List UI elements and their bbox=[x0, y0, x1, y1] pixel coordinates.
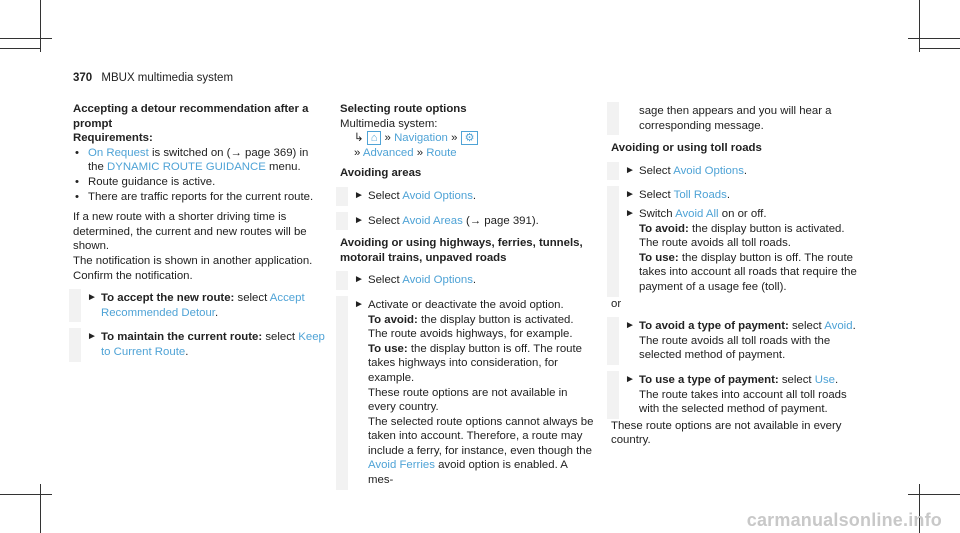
instruction-step: ► Select Toll Roads. bbox=[607, 186, 866, 205]
column-1 bbox=[73, 102, 325, 362]
crop-mark bbox=[0, 38, 52, 39]
list-item: • There are traffic reports for the current route. bbox=[73, 190, 325, 205]
avoid-ferries-link[interactable]: Avoid Ferries bbox=[368, 459, 435, 472]
step-arrow-icon: ► bbox=[354, 298, 364, 310]
instruction-step: ► Select Avoid Areas (→ page 391). bbox=[336, 212, 595, 231]
crop-mark bbox=[40, 0, 41, 52]
avoid-options-link[interactable]: Avoid Options bbox=[402, 189, 473, 202]
use-link[interactable]: Use bbox=[814, 373, 836, 386]
step-arrow-icon: ► bbox=[625, 189, 635, 201]
avoid-all-link[interactable]: Avoid All bbox=[675, 207, 719, 220]
step-arrow-icon: ► bbox=[354, 274, 364, 286]
section-heading: Selecting route options bbox=[340, 103, 467, 115]
advanced-link[interactable]: Advanced bbox=[362, 146, 414, 159]
navigation-link[interactable]: Navigation bbox=[394, 132, 448, 145]
step-arrow-icon: ► bbox=[354, 189, 364, 201]
route-link[interactable]: Route bbox=[426, 146, 457, 159]
requirements-label: Requirements: bbox=[73, 132, 153, 145]
path-arrow-icon: ↳ bbox=[354, 132, 364, 145]
step-arrow-icon: ► bbox=[625, 207, 635, 219]
path-chevron-icon: » bbox=[451, 132, 458, 145]
subheading: Avoiding or using toll roads bbox=[611, 142, 762, 155]
path-chevron-icon: » bbox=[354, 146, 361, 159]
avoid-link[interactable]: Avoid bbox=[824, 320, 853, 333]
crop-mark bbox=[0, 494, 52, 495]
instruction-step: ► To accept the new route: select Accept Recommended Detour. bbox=[69, 289, 325, 322]
page-title: MBUX multimedia system bbox=[101, 72, 234, 84]
accept-detour-link[interactable]: Accept Recommended Detour bbox=[101, 292, 305, 319]
menu-path bbox=[340, 146, 595, 161]
crop-mark bbox=[40, 484, 41, 533]
keep-route-link[interactable]: Keep to Current Route bbox=[101, 331, 325, 358]
crop-mark bbox=[908, 494, 960, 495]
column-2 bbox=[340, 102, 595, 490]
page-header bbox=[73, 72, 233, 84]
section-heading: Accepting a detour recommendation after a prompt bbox=[73, 103, 309, 130]
instruction-step: ► Select Avoid Options. bbox=[336, 187, 595, 206]
instruction-step: ► To maintain the current route: select Keep to Current Route. bbox=[69, 328, 325, 361]
avoid-options-link[interactable]: Avoid Options bbox=[673, 164, 744, 177]
home-icon[interactable]: ⌂ bbox=[367, 131, 382, 145]
multimedia-label: Multimedia system: bbox=[340, 117, 438, 130]
crop-mark bbox=[920, 48, 960, 49]
watermark: carmanualsonline.info bbox=[746, 510, 942, 530]
requirements-list bbox=[73, 146, 325, 204]
path-chevron-icon: » bbox=[384, 132, 391, 145]
paragraph: If a new route with a shorter driving time is determined, the current and new routes will be shown. bbox=[73, 211, 307, 253]
crop-mark bbox=[908, 38, 960, 39]
step-arrow-icon: ► bbox=[87, 292, 97, 304]
step-arrow-icon: ► bbox=[87, 331, 97, 343]
instruction-step: ► Select Avoid Options. bbox=[336, 271, 595, 290]
crop-mark bbox=[919, 0, 920, 52]
dynamic-route-guidance-link[interactable]: DYNAMIC ROUTE GUIDANCE bbox=[107, 161, 266, 174]
step-arrow-icon: ► bbox=[625, 373, 635, 385]
instruction-step: ► To avoid a type of payment: select Avoid. The route avoids all toll roads with the selected method of payment. bbox=[607, 317, 866, 365]
crop-mark bbox=[0, 48, 40, 49]
on-request-link[interactable]: On Request bbox=[88, 146, 149, 159]
or-label: or bbox=[611, 297, 622, 310]
instruction-step: ► Select Avoid Options. bbox=[607, 162, 866, 181]
subheading: Avoiding areas bbox=[340, 167, 422, 180]
settings-icon[interactable]: ⚙ bbox=[461, 131, 479, 145]
page-number: 370 bbox=[73, 72, 93, 84]
path-chevron-icon: » bbox=[416, 146, 424, 159]
instruction-step: ► Switch Avoid All on or off. To avoid: the display button is activated. The route avoids all toll roads. To use: the display button is off. The route takes into account all roads that require the payment of a usage fee (toll). bbox=[607, 205, 866, 297]
step-arrow-icon: ► bbox=[625, 164, 635, 176]
column-3 bbox=[611, 102, 866, 448]
paragraph: The notification is shown in another application. Confirm the notification. bbox=[73, 254, 313, 282]
avoid-options-link[interactable]: Avoid Options bbox=[402, 274, 473, 287]
step-arrow-icon: ► bbox=[625, 320, 635, 332]
instruction-step: ► Activate or deactivate the avoid option. To avoid: the display button is activated. The route avoids highways, for example. To use: the display button is off. The route takes highways into consideration, for example. These route options are not available in every country. The selected route options cannot always be taken into account. Therefore, a route may include a ferry, for instance, even though the Avoid Ferries avoid option is enabled. A mes- bbox=[336, 296, 595, 490]
list-item: • On Request is switched on (→ page 369) in the DYNAMIC ROUTE GUIDANCE menu. bbox=[73, 146, 325, 175]
paragraph: These route options are not available in every country. bbox=[611, 419, 842, 447]
step-arrow-icon: ► bbox=[354, 214, 364, 226]
avoid-areas-link[interactable]: Avoid Areas bbox=[402, 214, 463, 227]
menu-path bbox=[340, 131, 595, 146]
subheading: Avoiding or using highways, ferries, tunnels, motorail trains, unpaved roads bbox=[340, 237, 583, 264]
continued-text: sage then appears and you will hear a corresponding message. bbox=[607, 102, 866, 135]
instruction-step: ► To use a type of payment: select Use. The route takes into account all toll roads with the selected method of payment. bbox=[607, 371, 866, 419]
list-item: • Route guidance is active. bbox=[73, 175, 325, 190]
toll-roads-link[interactable]: Toll Roads bbox=[673, 189, 727, 202]
